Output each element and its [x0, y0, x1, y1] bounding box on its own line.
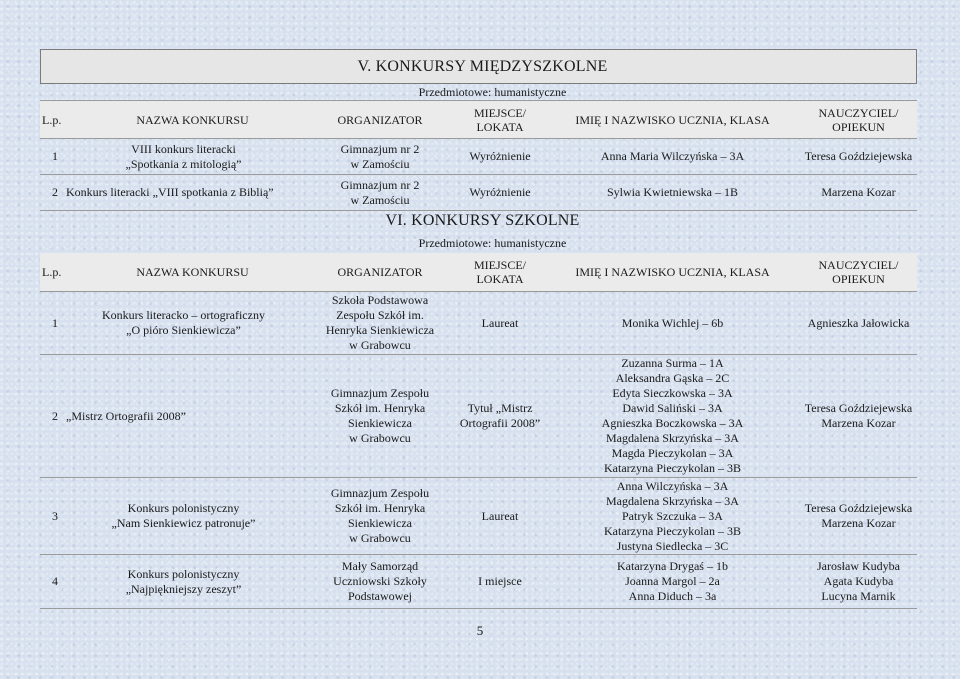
row-competition-name: VIII konkurs literacki „Spotkania z mitologią”	[125, 141, 242, 171]
row-place: I miejsce	[478, 574, 522, 588]
row-organizer: Mały Samorząd Uczniowski Szkoły Podstawowej	[333, 559, 427, 603]
page-number: 5	[476, 622, 484, 638]
row-student: Sylwia Kwietniewska – 1B	[607, 185, 738, 199]
header-student: IMIĘ I NAZWISKO UCZNIA, KLASA	[575, 265, 770, 279]
row-student: Anna Maria Wilczyńska – 3A	[600, 149, 745, 163]
row-organizer: Gimnazjum nr 2 w Zamościu	[340, 177, 420, 207]
section-title: VI. KONKURSY SZKOLNE	[385, 211, 580, 229]
row-place: Laureat	[481, 508, 519, 523]
row-competition-name: Konkurs literacko – ortograficzny „O pióro Sienkiewicza”	[102, 308, 265, 337]
header-organizer: ORGANIZATOR	[337, 112, 423, 127]
row-lp: 2	[52, 185, 58, 199]
row-student: Katarzyna Drygaś – 1b Joanna Margol – 2a Anna Diduch – 3a	[617, 559, 728, 603]
table-rule	[40, 291, 917, 292]
row-lp: 4	[52, 574, 58, 588]
header-name: NAZWA KONKURSU	[136, 265, 249, 279]
table-rule	[40, 608, 917, 609]
row-competition-name: „Mistrz Ortografii 2008”	[66, 408, 186, 423]
section-subtitle: Przedmiotowe: humanistyczne	[418, 84, 567, 99]
header-place: MIEJSCE/ LOKATA	[473, 258, 526, 286]
table-rule	[40, 100, 917, 101]
row-organizer: Gimnazjum Zespołu Szkół im. Henryka Sienkiewicza w Grabowcu	[330, 386, 430, 445]
row-teacher: Marzena Kozar	[821, 185, 896, 199]
row-lp: 3	[52, 508, 58, 523]
section-title: V. KONKURSY MIĘDZYSZKOLNE	[357, 57, 608, 75]
row-student: Zuzanna Surma – 1A Aleksandra Gąska – 2C Edyta Sieczkowska – 3A Dawid Saliński – 3A Agnieszka Boczkowska – 3A Magdalena Skrzyńska – 3A Magda Pieczykolan – 3A Katarzyna Pieczykolan – 3B	[601, 356, 744, 475]
row-competition-name: Konkurs polonistyczny „Najpiękniejszy zeszyt”	[125, 566, 242, 596]
row-teacher: Jarosław Kudyba Agata Kudyba Lucyna Marnik	[817, 559, 900, 603]
row-teacher: Agnieszka Jałowicka	[807, 315, 910, 330]
row-lp: 1	[52, 149, 58, 163]
row-organizer: Gimnazjum Zespołu Szkół im. Henryka Sienkiewicza w Grabowcu	[330, 486, 430, 545]
row-organizer: Gimnazjum nr 2 w Zamościu	[340, 141, 420, 171]
row-competition-name: Konkurs polonistyczny „Nam Sienkiewicz patronuje”	[111, 501, 256, 530]
row-lp: 2	[52, 408, 58, 423]
row-student: Anna Wilczyńska – 3A Magdalena Skrzyńska – 3A Patryk Szczuka – 3A Katarzyna Pieczykolan – 3B Justyna Siedlecka – 3C	[604, 478, 741, 553]
header-lp: L.p.	[42, 112, 62, 127]
header-place: MIEJSCE/ LOKATA	[473, 105, 526, 134]
header-lp: L.p.	[42, 265, 62, 279]
header-name: NAZWA KONKURSU	[136, 112, 249, 127]
row-student: Monika Wichlej – 6b	[621, 315, 724, 330]
row-teacher: Teresa Goździejewska	[804, 149, 913, 163]
row-organizer: Szkoła Podstawowa Zespołu Szkół im. Henryka Sienkiewicza w Grabowcu	[325, 293, 435, 352]
row-place: Tytuł „Mistrz Ortografii 2008”	[459, 401, 541, 430]
row-place: Wyróżnienie	[469, 149, 531, 163]
header-teacher: NAUCZYCIEL/ OPIEKUN	[818, 258, 899, 286]
section-subtitle: Przedmiotowe: humanistyczne	[418, 235, 567, 250]
row-teacher: Teresa Goździejewska Marzena Kozar	[804, 501, 913, 530]
header-student: IMIĘ I NAZWISKO UCZNIA, KLASA	[575, 112, 770, 127]
row-place: Laureat	[481, 315, 519, 330]
row-competition-name: Konkurs literacki „VIII spotkania z Biblią”	[66, 185, 274, 199]
table-rule	[40, 138, 917, 139]
row-place: Wyróżnienie	[469, 185, 531, 199]
row-lp: 1	[52, 315, 58, 330]
row-teacher: Teresa Goździejewska Marzena Kozar	[804, 401, 913, 430]
header-organizer: ORGANIZATOR	[337, 265, 423, 279]
header-teacher: NAUCZYCIEL/ OPIEKUN	[818, 105, 899, 134]
